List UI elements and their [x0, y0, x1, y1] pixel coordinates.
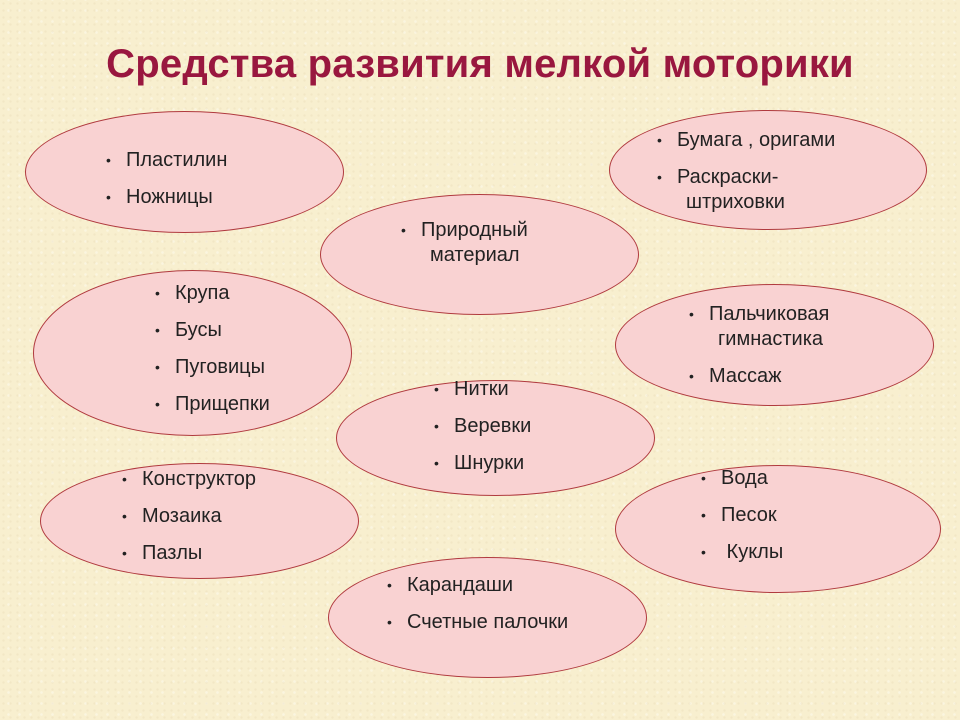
list-item: • Пазлы: [122, 542, 203, 564]
list-item: • Ножницы: [106, 186, 213, 208]
oval-plasticine-scissors: [25, 111, 344, 233]
list-item: • Бусы: [155, 319, 222, 341]
list-item: • Природный материал: [401, 219, 528, 266]
list-item: • Массаж: [689, 365, 782, 387]
list-item: • Конструктор: [122, 468, 257, 490]
oval-threads-ropes: [336, 380, 655, 496]
list-item: • Куклы: [701, 541, 784, 563]
list-item: • Пластилин: [106, 149, 228, 171]
oval-constructor-mosaic: [40, 463, 359, 579]
slide-title: Средства развития мелкой моторики: [106, 42, 854, 86]
oval-grain-beads: [33, 270, 352, 436]
oval-finger-gymnastics: [615, 284, 934, 406]
list-item: • Пальчиковая гимнастика: [689, 303, 830, 350]
oval-pencils-sticks: [328, 557, 647, 678]
oval-water-sand: [615, 465, 941, 593]
list-item: • Нитки: [434, 378, 509, 400]
list-item: • Счетные палочки: [387, 611, 569, 633]
list-item: • Веревки: [434, 415, 532, 437]
list-item: • Прищепки: [155, 393, 270, 415]
list-item: • Крупа: [155, 282, 230, 304]
list-item: • Мозаика: [122, 505, 222, 527]
list-item: • Песок: [701, 504, 777, 526]
list-item: • Бумага , оригами: [657, 129, 836, 151]
list-item: • Раскраски- штриховки: [657, 166, 785, 213]
oval-natural-material: [320, 194, 639, 315]
list-item: • Шнурки: [434, 452, 525, 474]
list-item: • Карандаши: [387, 574, 514, 596]
oval-paper-coloring: [609, 110, 927, 230]
list-item: • Пуговицы: [155, 356, 265, 378]
list-item: • Вода: [701, 467, 768, 489]
